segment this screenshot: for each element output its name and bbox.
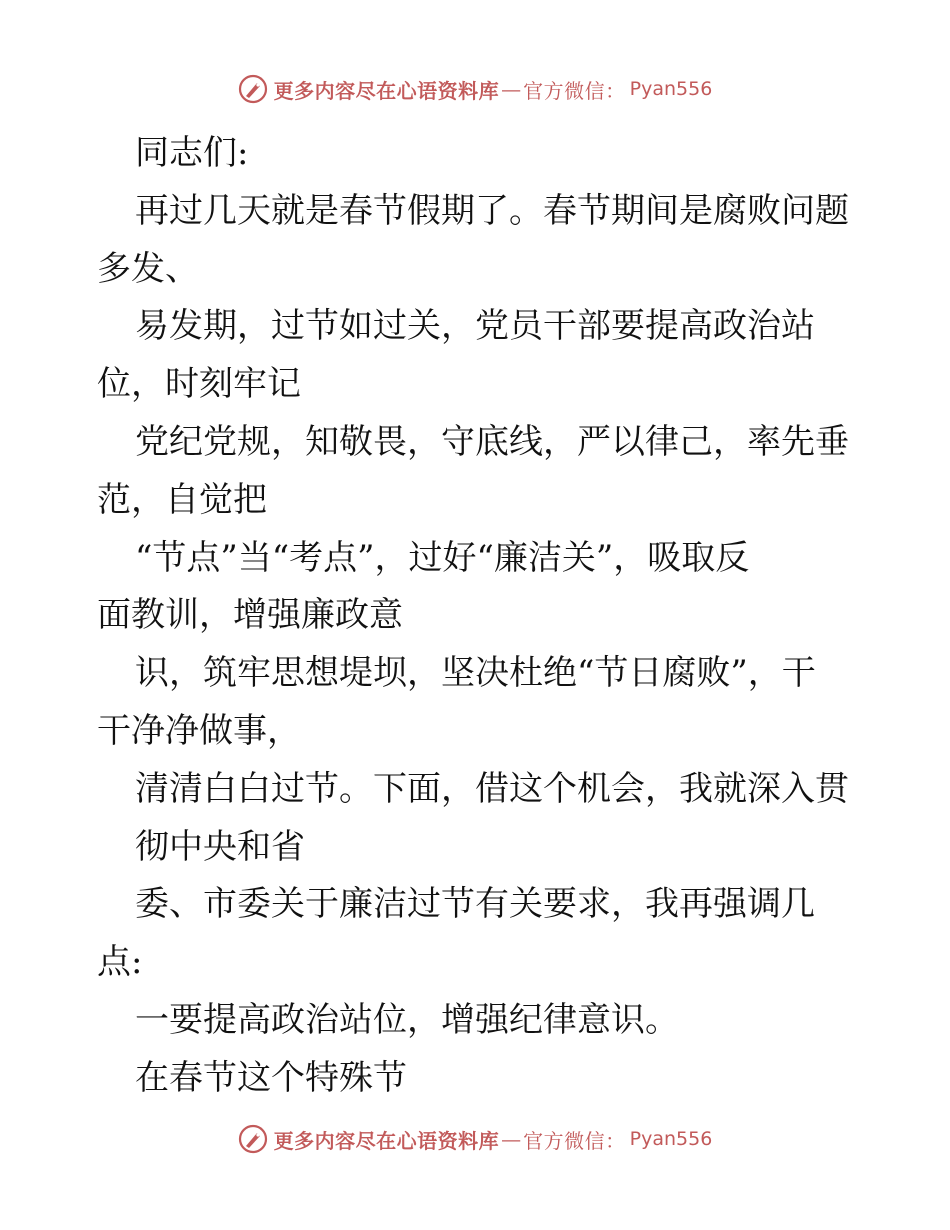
watermark-sub-text: 官方微信：	[523, 1128, 626, 1153]
text-line: “节点”当“考点”，过好“廉洁关”，吸取反	[135, 537, 750, 578]
text-line: 党纪党规，知敬畏，守底线，严以律己，率先垂	[135, 421, 849, 462]
text-line: 范，自觉把	[97, 479, 267, 520]
text-line: 干净净做事，	[97, 710, 301, 751]
document-body	[97, 125, 857, 1108]
watermark-separator: —	[501, 1127, 522, 1151]
watermark-sub-text: 官方微信：	[523, 78, 626, 103]
watermark-id: Pyan556	[629, 1128, 713, 1150]
text-line: 再过几天就是春节假期了。春节期间是腐败问题	[135, 190, 849, 231]
watermark-main-text: 更多内容尽在心语资料库	[273, 78, 500, 103]
text-line: 多发、	[97, 248, 199, 289]
text-line: 识，筑牢思想堤坝，坚决杜绝“节日腐败”，干	[135, 653, 816, 694]
watermark-header	[0, 74, 950, 104]
text-line: 点:	[97, 942, 143, 983]
text-line: 清清白白过节。下面，借这个机会，我就深入贯	[135, 768, 849, 809]
text-line: 面教训，增强廉政意	[97, 595, 403, 636]
text-line: 易发期，过节如过关，党员干部要提高政治站	[135, 306, 815, 347]
watermark-main-text: 更多内容尽在心语资料库	[273, 1128, 500, 1153]
pen-nib-icon	[238, 74, 268, 104]
text-line: 位，时刻牢记	[97, 364, 301, 405]
watermark-separator: —	[501, 77, 522, 101]
pen-nib-icon	[238, 1124, 268, 1154]
text-line: 彻中央和省	[135, 826, 305, 867]
watermark-id: Pyan556	[629, 78, 713, 100]
text-line: 一要提高政治站位，增强纪律意识。	[135, 999, 679, 1040]
text-line: 在春节这个特殊节	[135, 1057, 407, 1098]
text-line: 同志们:	[135, 133, 249, 173]
text-line: 委、市委关于廉洁过节有关要求，我再强调几	[135, 884, 815, 925]
watermark-footer	[0, 1124, 950, 1154]
